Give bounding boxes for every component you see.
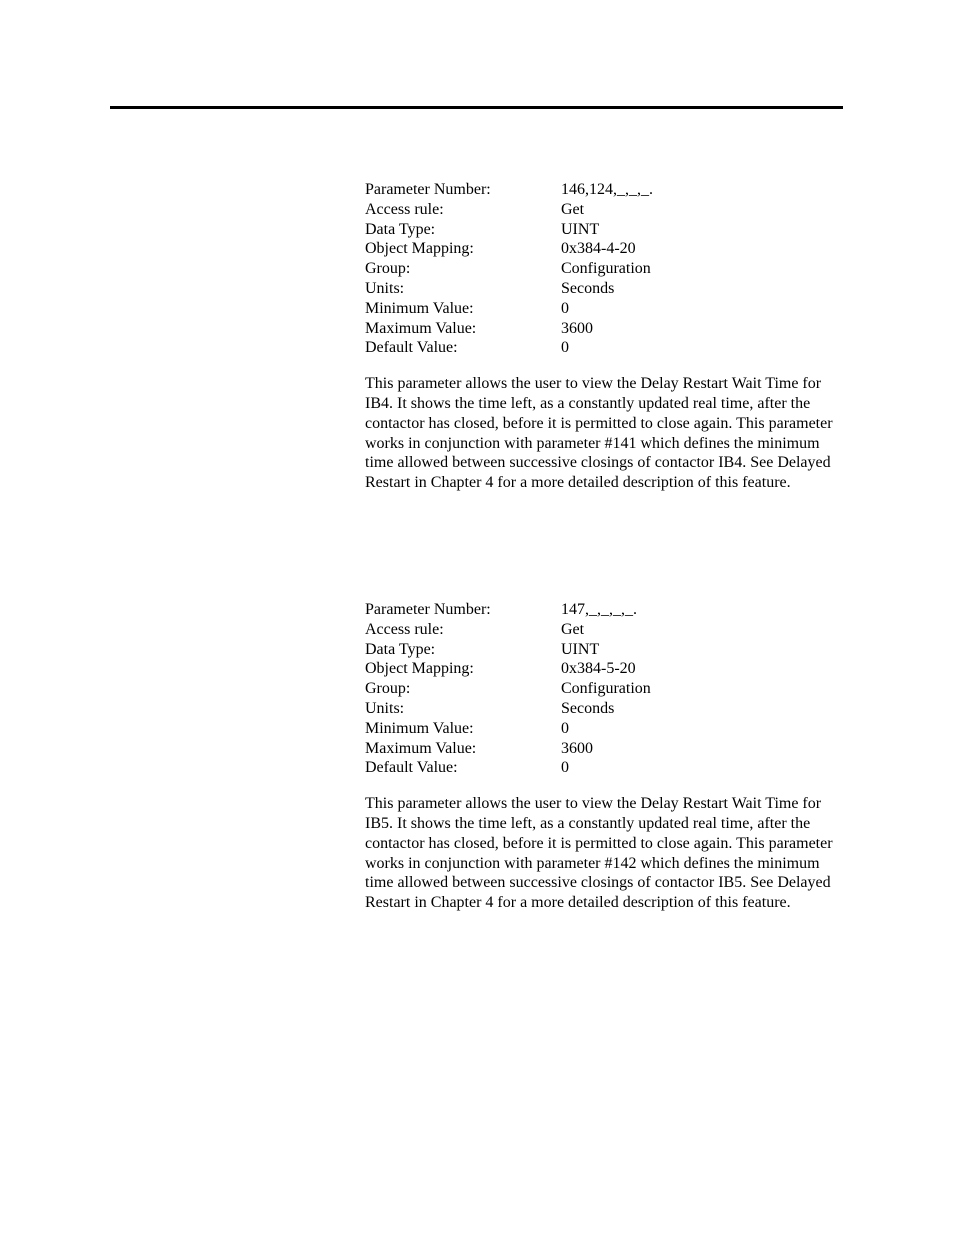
spec-value: 0 <box>561 339 569 357</box>
parameter-description: This parameter allows the user to view the Delay Restart Wait Time for IB4. It shows the time left, as a constantly updated real time, after the contactor has closed, before it is permitted to close again. This parameter works in conjunction with parameter #141 which defines the minimum time allowed between successive closings of contactor IB4. See Delayed Restart in Chapter 4 for a more detailed description of this feature. <box>365 375 833 492</box>
spec-value: Seconds <box>561 279 615 297</box>
spec-label: Minimum Value: <box>365 719 474 737</box>
spec-label: Maximum Value: <box>365 739 477 757</box>
spec-value: UINT <box>561 640 600 658</box>
parameter-description: This parameter allows the user to view the Delay Restart Wait Time for IB5. It shows the time left, as a constantly updated real time, after the contactor has closed, before it is permitted to close again. This parameter works in conjunction with parameter #142 which defines the minimum time allowed between successive closings of contactor IB5. See Delayed Restart in Chapter 4 for a more detailed description of this feature. <box>365 795 833 912</box>
spec-value: 0x384-5-20 <box>561 660 636 678</box>
spec-label: Units: <box>365 279 405 297</box>
spec-label: Access rule: <box>365 200 444 218</box>
spec-row <box>365 220 653 240</box>
spec-value: UINT <box>561 220 600 238</box>
spec-row <box>365 679 651 699</box>
spec-row <box>365 299 653 319</box>
spec-value: 0 <box>561 759 569 777</box>
spec-value: Configuration <box>561 680 651 698</box>
spec-row <box>365 739 651 759</box>
spec-value: Get <box>561 200 585 218</box>
spec-row <box>365 279 653 299</box>
spec-value: Configuration <box>561 260 651 278</box>
spec-value: Seconds <box>561 699 615 717</box>
spec-label: Units: <box>365 699 405 717</box>
spec-row <box>365 659 651 679</box>
spec-label: Minimum Value: <box>365 299 474 317</box>
parameter-block-147 <box>365 600 845 913</box>
spec-row <box>365 200 653 220</box>
spec-label: Group: <box>365 680 411 698</box>
spec-label: Object Mapping: <box>365 240 474 258</box>
spec-row <box>365 640 651 660</box>
parameter-spec-table <box>365 600 651 778</box>
spec-row <box>365 620 651 640</box>
spec-value: 0 <box>561 719 569 737</box>
spec-row <box>365 600 651 620</box>
parameter-block-146 <box>365 180 845 493</box>
spec-label: Parameter Number: <box>365 601 491 618</box>
spec-row <box>365 259 653 279</box>
spec-row <box>365 719 651 739</box>
spec-value: 0 <box>561 299 569 317</box>
spec-row <box>365 758 651 778</box>
spec-label: Data Type: <box>365 640 436 658</box>
spec-row <box>365 338 653 358</box>
spec-value: 3600 <box>561 739 593 757</box>
spec-label: Access rule: <box>365 620 444 638</box>
spec-label: Maximum Value: <box>365 319 477 337</box>
spec-label: Object Mapping: <box>365 660 474 678</box>
spec-label: Group: <box>365 260 411 278</box>
spec-label: Default Value: <box>365 759 458 777</box>
spec-value: 3600 <box>561 319 593 337</box>
spec-row <box>365 239 653 259</box>
spec-row <box>365 319 653 339</box>
spec-label: Parameter Number: <box>365 181 491 198</box>
spec-row <box>365 699 651 719</box>
spec-label: Default Value: <box>365 339 458 357</box>
header-rule <box>110 106 843 109</box>
spec-value: 146,124,_,_,_. <box>561 181 653 198</box>
spec-value: Get <box>561 620 585 638</box>
parameter-spec-table <box>365 180 653 358</box>
spec-value: 147,_,_,_,_. <box>561 601 637 618</box>
spec-value: 0x384-4-20 <box>561 240 636 258</box>
spec-row <box>365 180 653 200</box>
spec-label: Data Type: <box>365 220 436 238</box>
